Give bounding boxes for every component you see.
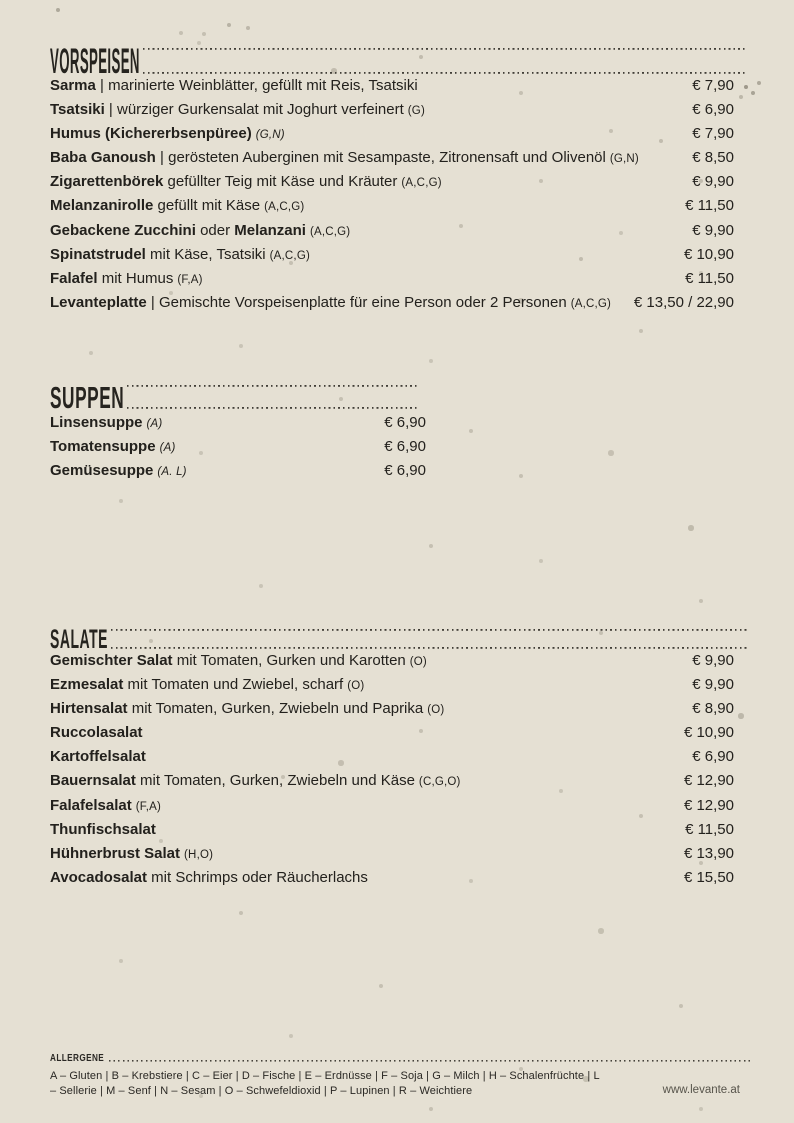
item-price: € 6,90 — [384, 462, 426, 480]
menu-items-suppen — [50, 414, 426, 486]
item-price: € 9,90 — [692, 676, 734, 694]
item-price: € 9,90 — [692, 221, 734, 239]
item-text — [50, 149, 639, 166]
item-name: Baba Ganoush — [50, 149, 156, 167]
item-price: € 6,90 — [692, 101, 734, 119]
item-price: € 10,90 — [683, 724, 734, 742]
item-name: Thunfischsalat — [50, 820, 156, 838]
item-price: € 8,50 — [692, 149, 734, 167]
item-price: € 7,90 — [692, 125, 734, 143]
menu-item — [50, 700, 734, 724]
item-name: Tomatensuppe — [50, 438, 156, 456]
item-price: € 13,90 — [683, 844, 734, 862]
menu-item — [50, 797, 734, 821]
item-text — [50, 676, 364, 693]
menu-item — [50, 270, 734, 294]
item-name: Melanzani — [234, 221, 306, 239]
item-description: | marinierte Weinblätter, gefüllt mit Reis, Tsatsiki — [100, 77, 418, 94]
allergen-codes: (A,C,G) — [570, 297, 612, 310]
item-name: Falafelsalat — [50, 796, 132, 814]
allergens-line-2: – Sellerie | M – Senf | N – Sesam | O – Schwefeldioxid | P – Lupinen | R – Weichtiere — [50, 1085, 473, 1097]
allergen-codes: (F,A) — [135, 800, 161, 813]
menu-item — [50, 149, 734, 173]
menu-items-vorspeisen — [50, 77, 734, 318]
allergen-codes: (O) — [347, 680, 365, 693]
allergens-label: ALLERGENE — [50, 1053, 105, 1064]
item-price: € 13,50 / 22,90 — [633, 293, 734, 311]
section-header-vorspeisen — [50, 44, 748, 79]
item-text — [50, 222, 350, 239]
item-price: € 12,90 — [683, 772, 734, 790]
item-description: mit Tomaten, Gurken, Zwiebeln und Paprika — [131, 700, 424, 718]
item-name: Sarma — [50, 77, 96, 94]
item-description: gefüllt mit Käse — [157, 197, 261, 215]
menu-item — [50, 821, 734, 845]
item-name: Falafel — [50, 269, 98, 287]
item-text — [50, 772, 461, 789]
item-price: € 12,90 — [683, 796, 734, 814]
item-text — [50, 438, 176, 455]
dotted-rule — [111, 629, 748, 649]
item-text — [50, 294, 611, 311]
menu-item — [50, 246, 734, 270]
item-name: Avocadosalat — [50, 868, 147, 886]
item-description: mit Tomaten und Zwiebel, scharf — [127, 676, 344, 694]
dotted-rule — [143, 48, 748, 74]
item-price: € 8,90 — [692, 700, 734, 718]
item-name: Gemischter Salat — [50, 652, 173, 669]
menu-item — [50, 772, 734, 796]
item-text — [50, 821, 156, 838]
item-text — [50, 270, 203, 287]
menu-item — [50, 845, 734, 869]
item-price: € 11,50 — [685, 820, 734, 838]
item-name: Ezmesalat — [50, 676, 124, 694]
item-text — [50, 652, 427, 669]
item-name: Zigarettenbörek — [50, 173, 164, 191]
allergen-codes: (O) — [409, 656, 427, 668]
item-name: Gemüsesuppe — [50, 462, 154, 480]
allergens-header — [50, 1053, 750, 1064]
section-title: VORSPEISEN — [50, 42, 140, 81]
item-description: | gerösteten Auberginen mit Sesampaste, Zitronensaft und Olivenöl — [160, 149, 606, 167]
menu-item — [50, 294, 734, 318]
menu-item — [50, 222, 734, 246]
item-description: mit Tomaten, Gurken, Zwiebeln und Käse — [140, 772, 415, 790]
item-price: € 6,90 — [692, 748, 734, 766]
item-description: mit Käse, Tsatsiki — [150, 245, 266, 263]
item-price: € 6,90 — [384, 438, 426, 456]
item-text — [50, 724, 143, 741]
item-name: Humus (Kichererbsenpüree) — [50, 125, 252, 143]
menu-items-salate — [50, 652, 734, 893]
item-text — [50, 845, 213, 862]
menu-item — [50, 101, 734, 125]
allergen-codes: (H,O) — [184, 848, 214, 861]
allergen-codes: (C,G,O) — [418, 776, 461, 789]
item-description: oder — [200, 221, 231, 239]
item-text — [50, 77, 418, 94]
item-name: Hühnerbrust Salat — [50, 844, 181, 862]
section-header-suppen — [50, 382, 425, 413]
allergen-codes: (G) — [407, 105, 425, 118]
website-url: www.levante.at — [662, 1084, 740, 1096]
item-name: Linsensuppe — [50, 414, 143, 431]
item-price: € 9,90 — [692, 652, 734, 669]
allergen-codes: (O) — [427, 704, 445, 717]
item-price: € 9,90 — [692, 173, 734, 191]
menu-item — [50, 869, 734, 893]
menu-item — [50, 197, 734, 221]
allergen-codes: (A. L) — [157, 466, 187, 479]
item-price: € 6,90 — [384, 414, 426, 431]
item-name: Tsatsiki — [50, 101, 105, 119]
menu-item — [50, 173, 734, 197]
menu-item — [50, 748, 734, 772]
item-text — [50, 462, 187, 479]
menu-item — [50, 438, 426, 462]
item-text — [50, 101, 425, 118]
menu-item — [50, 462, 426, 486]
menu-item — [50, 414, 426, 438]
item-name: Levanteplatte — [50, 293, 147, 311]
item-text — [50, 869, 368, 886]
allergen-codes: (A,C,G) — [401, 177, 442, 190]
section-title: SALATE — [50, 624, 108, 654]
item-text — [50, 700, 444, 717]
menu-item — [50, 676, 734, 700]
item-text — [50, 246, 310, 263]
menu-item — [50, 125, 734, 149]
allergen-codes: (A) — [146, 418, 163, 430]
item-price: € 11,50 — [685, 197, 734, 215]
item-text — [50, 414, 162, 431]
item-text — [50, 173, 442, 190]
allergen-codes: (A) — [159, 442, 176, 455]
item-name: Kartoffelsalat — [50, 748, 146, 766]
item-description: | Gemischte Vorspeisenplatte für eine Person oder 2 Personen — [150, 293, 567, 311]
section-title: SUPPEN — [50, 380, 125, 415]
menu-item — [50, 652, 734, 676]
allergen-codes: (A,C,G) — [309, 225, 351, 238]
item-text — [50, 197, 304, 214]
item-description: gefüllter Teig mit Käse und Kräuter — [167, 173, 398, 191]
item-description: mit Humus — [101, 269, 174, 287]
item-name: Hirtensalat — [50, 700, 128, 718]
allergen-codes: (G,N) — [255, 129, 285, 142]
item-name: Gebackene Zucchini — [50, 221, 196, 239]
allergen-codes: (F,A) — [177, 273, 203, 286]
item-name: Spinatstrudel — [50, 245, 146, 263]
menu-item — [50, 724, 734, 748]
item-price: € 10,90 — [683, 245, 734, 263]
dotted-rule — [109, 1053, 750, 1062]
allergens-line-1: A – Gluten | B – Krebstiere | C – Eier | D – Fische | E – Erdnüsse | F – Soja | G – Milch | H – Schalenfrüchte | L — [50, 1070, 600, 1082]
item-name: Melanzanirolle — [50, 197, 154, 215]
item-price: € 7,90 — [692, 77, 734, 94]
item-text — [50, 125, 285, 142]
item-name: Ruccolasalat — [50, 724, 143, 742]
item-description: mit Tomaten, Gurken und Karotten — [176, 652, 406, 669]
item-text — [50, 797, 161, 814]
menu-item — [50, 77, 734, 101]
item-price: € 15,50 — [683, 868, 734, 886]
item-text — [50, 748, 146, 765]
item-name: Bauernsalat — [50, 772, 136, 790]
item-price: € 11,50 — [685, 269, 734, 287]
allergen-codes: (G,N) — [609, 153, 639, 166]
dotted-rule — [127, 385, 417, 409]
allergen-codes: (A,C,G) — [264, 201, 305, 214]
allergen-codes: (A,C,G) — [269, 249, 310, 262]
item-description: mit Schrimps oder Räucherlachs — [151, 868, 368, 886]
footer — [50, 1053, 750, 1099]
section-header-salate — [50, 626, 748, 653]
item-description: | würziger Gurkensalat mit Joghurt verfeinert — [108, 101, 404, 119]
